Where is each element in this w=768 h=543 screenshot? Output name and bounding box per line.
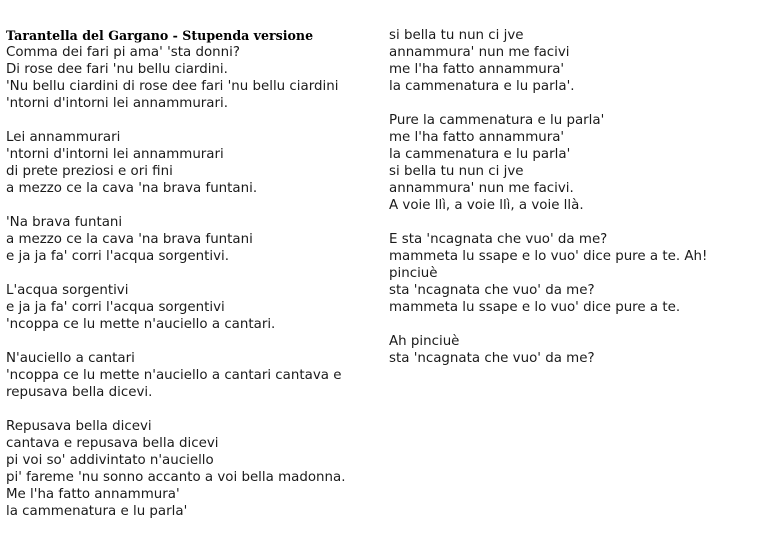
lyric-line: mammeta lu ssape e lo vuo' dice pure a te. bbox=[389, 300, 681, 315]
lyric-line: Di rose dee fari 'nu bellu ciardini. bbox=[6, 62, 228, 77]
left-stanzas bbox=[6, 44, 384, 520]
lyric-line: E sta 'ncagnata che vuo' da me? bbox=[389, 232, 608, 247]
right-stanzas bbox=[389, 27, 761, 367]
lyric-line: annammura' nun me facivi bbox=[389, 45, 570, 60]
lyric-line: si bella tu nun ci jve bbox=[389, 28, 524, 43]
lyric-line: pinciuè bbox=[389, 266, 438, 281]
lyric-line: Ah pinciuè bbox=[389, 334, 460, 349]
lyric-line: 'ntorni d'intorni lei annammurari bbox=[6, 147, 224, 162]
lyric-line: e ja ja fa' corri l'acqua sorgentivi bbox=[6, 300, 225, 315]
lyric-line: sta 'ncagnata che vuo' da me? bbox=[389, 283, 595, 298]
lyric-line: repusava bella dicevi. bbox=[6, 385, 153, 400]
lyric-line: 'Nu bellu ciardini di rose dee fari 'nu bellu ciardini bbox=[6, 79, 339, 94]
lyric-line: e ja ja fa' corri l'acqua sorgentivi. bbox=[6, 249, 229, 264]
lyric-line: la cammenatura e lu parla' bbox=[6, 504, 188, 519]
lyric-line: cantava e repusava bella dicevi bbox=[6, 436, 219, 451]
lyric-line: Lei annammurari bbox=[6, 130, 121, 145]
stanza bbox=[6, 44, 384, 112]
lyric-line: a mezzo ce la cava 'na brava funtani. bbox=[6, 181, 258, 196]
stanza bbox=[6, 129, 384, 197]
lyric-line: mammeta lu ssape e lo vuo' dice pure a te. Ah! bbox=[389, 249, 708, 264]
lyric-line: sta 'ncagnata che vuo' da me? bbox=[389, 351, 595, 366]
left-column bbox=[6, 27, 384, 537]
lyric-line: me l'ha fatto annammura' bbox=[389, 62, 565, 77]
stanza bbox=[389, 112, 761, 214]
stanza bbox=[6, 214, 384, 265]
stanza bbox=[6, 350, 384, 401]
lyric-line: 'ntorni d'intorni lei annammurari. bbox=[6, 96, 228, 111]
lyric-line: la cammenatura e lu parla'. bbox=[389, 79, 575, 94]
lyric-line: Repusava bella dicevi bbox=[6, 419, 152, 434]
lyric-line: 'ncoppa ce lu mette n'auciello a cantari cantava e bbox=[6, 368, 342, 383]
lyric-line: A voie llì, a voie llì, a voie llà. bbox=[389, 198, 584, 213]
lyric-line: si bella tu nun ci jve bbox=[389, 164, 524, 179]
lyric-line: 'ncoppa ce lu mette n'auciello a cantari. bbox=[6, 317, 276, 332]
lyric-line: pi' fareme 'nu sonno accanto a voi bella madonna. bbox=[6, 470, 346, 485]
lyric-line: pi voi so' addivintato n'auciello bbox=[6, 453, 214, 468]
lyric-line: Comma dei fari pi ama' 'sta donni? bbox=[6, 45, 240, 60]
lyric-line: di prete preziosi e ori fini bbox=[6, 164, 173, 179]
lyric-line: me l'ha fatto annammura' bbox=[389, 130, 565, 145]
stanza bbox=[6, 282, 384, 333]
stanza bbox=[6, 418, 384, 520]
lyric-line: annammura' nun me facivi. bbox=[389, 181, 574, 196]
lyric-line: L'acqua sorgentivi bbox=[6, 283, 129, 298]
lyric-line: 'Na brava funtani bbox=[6, 215, 123, 230]
stanza bbox=[389, 27, 761, 95]
right-column bbox=[389, 27, 761, 384]
song-title: Tarantella del Gargano - Stupenda versione bbox=[6, 28, 314, 43]
stanza bbox=[389, 333, 761, 367]
stanza bbox=[389, 231, 761, 316]
lyric-line: Pure la cammenatura e lu parla' bbox=[389, 113, 605, 128]
lyric-line: a mezzo ce la cava 'na brava funtani bbox=[6, 232, 253, 247]
lyric-line: Me l'ha fatto annammura' bbox=[6, 487, 180, 502]
lyric-line: N'auciello a cantari bbox=[6, 351, 135, 366]
lyric-line: la cammenatura e lu parla' bbox=[389, 147, 571, 162]
